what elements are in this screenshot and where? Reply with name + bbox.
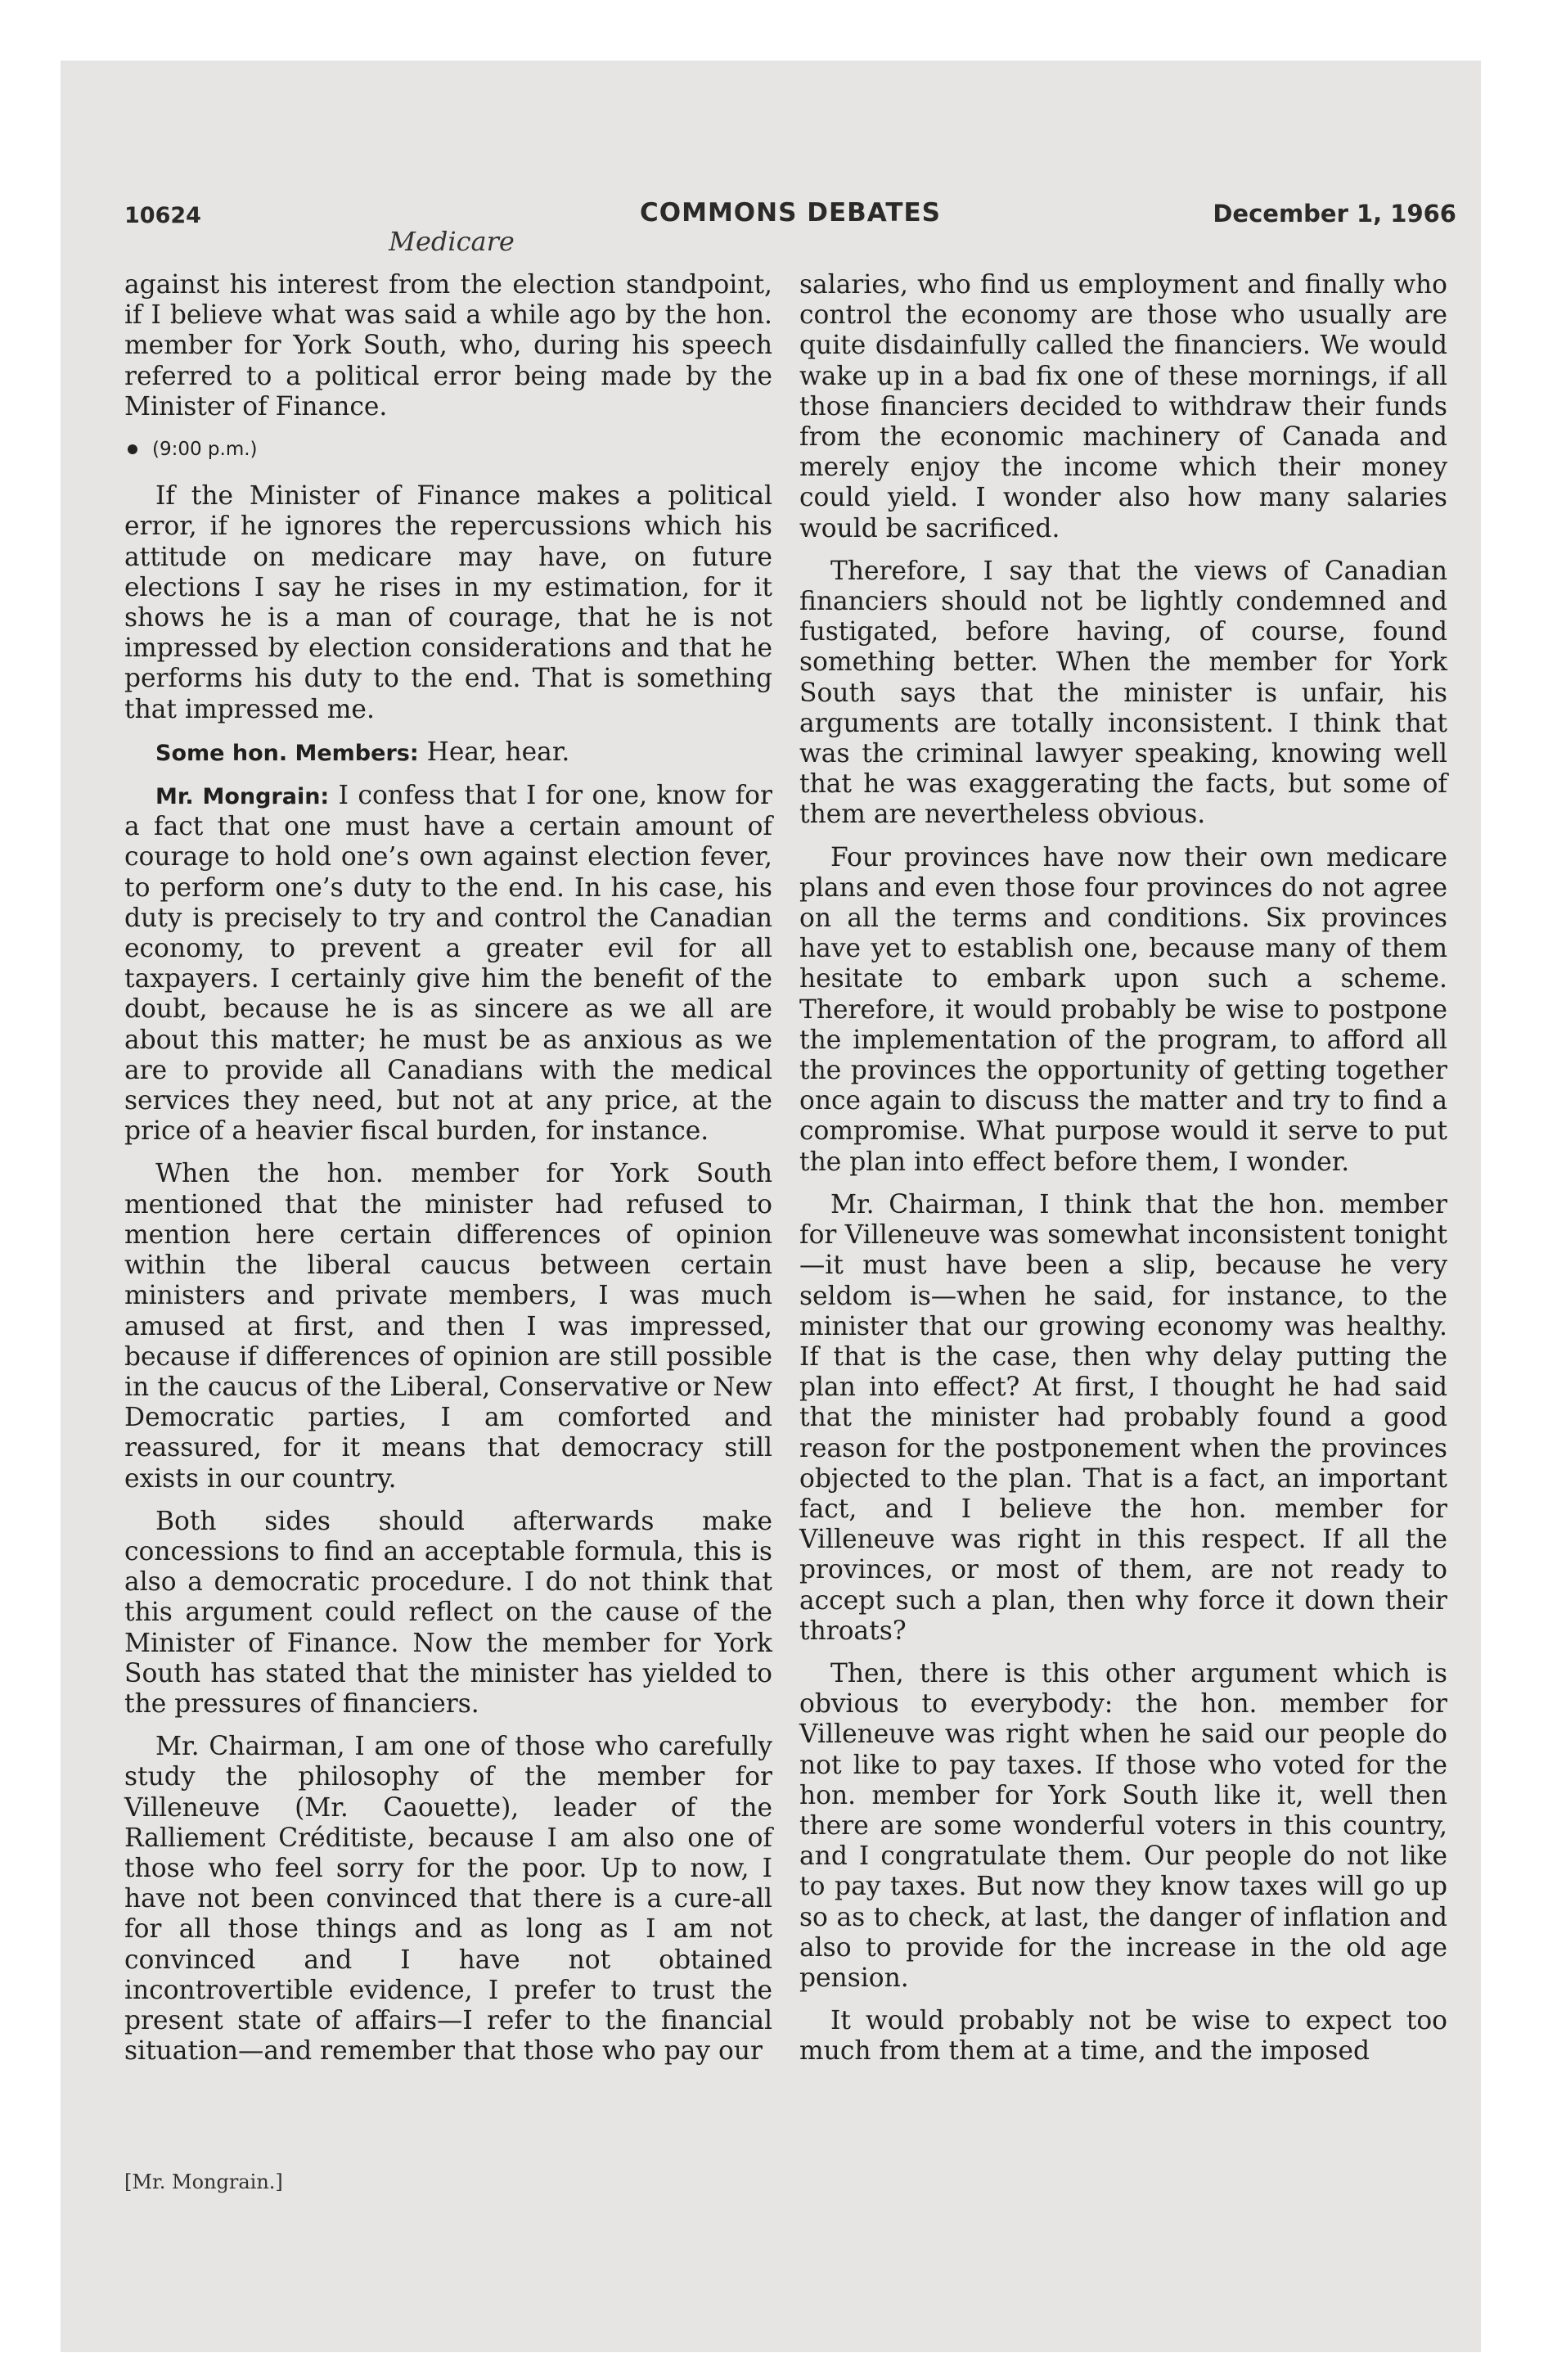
paragraph: Both sides should afterwards make concessions to find an acceptable formula, this is also a democratic procedure. I do not think that this argument could reflect on the cause of the Minister of Finance. Now the member for York South has stated that the minister has yielded to the pressures of financiers.	[124, 1506, 772, 1719]
paragraph	[124, 781, 772, 1147]
publication-title: COMMONS DEBATES	[640, 198, 941, 228]
paragraph: When the hon. member for York South mentioned that the minister had refused to mention here certain differences of opinion within the liberal caucus between certain ministers and private members, I was much amused at first, and then I was impressed, because if differences of opinion are still possible in the caucus of the Liberal, Conservative or New Democratic parties, I am comforted and reassured, for it means that democracy still exists in our country.	[124, 1159, 772, 1494]
paragraph: Therefore, I say that the views of Canadian financiers should not be lightly condemned and fustigated, before having, of course, found something better. When the member for York South says that the minister is unfair, his arguments are totally inconsistent. I think that was the criminal lawyer speaking, knowing well that he was exaggerating the facts, but some of them are nevertheless obvious.	[799, 556, 1447, 830]
paragraph: salaries, who find us employment and finally who control the economy are those who usually are quite disdainfully called the financiers. We would wake up in a bad fix one of these mornings, if all those financiers decided to withdraw their funds from the economic machinery of Canada and merely enjoy the income which their money could yield. I wonder also how many salaries would be sacrificed.	[799, 270, 1447, 543]
page-number: 10624	[124, 203, 201, 228]
paragraph: Mr. Chairman, I am one of those who carefully study the philosophy of the member for Villeneuve (Mr. Caouette), leader of the Ralliement Créditiste, because I am also one of those who feel sorry for the poor. Up to now, I have not been convinced that there is a cure-all for all those things and as long as I am not convinced and I have not obtained incontrovertible evidence, I prefer to trust the present state of affairs—I refer to the financial situation—and remember that those who pay our	[124, 1732, 772, 2067]
paragraph: against his interest from the election standpoint, if I believe what was said a while ago by the hon. member for York South, who, during his speech referred to a political error being made by the Minister of Finance.	[124, 270, 772, 421]
header-date: December 1, 1966	[1213, 200, 1456, 228]
paragraph: Then, there is this other argument which is obvious to everybody: the hon. member for Villeneuve was right when he said our people do not like to pay taxes. If those who voted for the hon. member for York South like it, well then there are some wonderful voters in this country, and I congratulate them. Our people do not like to pay taxes. But now they know taxes will go up so as to check, at last, the danger of inflation and also to provide for the increase in the old age pension.	[799, 1658, 1447, 1993]
left-column	[124, 270, 772, 2079]
paragraph: Mr. Chairman, I think that the hon. member for Villeneuve was somewhat inconsistent tonight—it must have been a slip, because he very seldom is—when he said, for instance, to the minister that our growing economy was healthy. If that is the case, then why delay putting the plan into effect? At first, I thought he had said that the minister had probably found a good reason for the postponement when the provinces objected to the plan. That is a fact, an important fact, and I believe the hon. member for Villeneuve was right in this respect. If all the provinces, or most of them, are not ready to accept such a plan, then why force it down their throats?	[799, 1189, 1447, 1646]
speech-text: Hear, hear.	[418, 737, 570, 767]
time-stamp	[124, 435, 772, 465]
speaker-name: Some hon. Members:	[155, 740, 419, 766]
paragraph: It would probably not be wise to expect too much from them at a time, and the imposed	[799, 2006, 1447, 2067]
paragraph: Four provinces have now their own medicare plans and even those four provinces do not agree on all the terms and conditions. Six provinces have yet to establish one, because many of them hesitate to embark upon such a scheme. Therefore, it would probably be wise to postpone the implementation of the program, to afford all the provinces the opportunity of getting together once again to discuss the matter and try to find a compromise. What purpose would it serve to put the plan into effect before them, I wonder.	[799, 842, 1447, 1177]
time-stamp-text: (9:00 p.m.)	[152, 439, 258, 461]
section-heading: Medicare	[389, 226, 515, 257]
speech-text: I confess that I for one, know for a fact that one must have a certain amount of courage to hold one’s own against election fever, to perform one’s duty to the end. In his case, his duty is precisely to try and control the Canadian economy, to prevent a greater evil for all taxpayers. I certainly give him the benefit of the doubt, because he is as sincere as we all are about this matter; he must be as anxious as we are to provide all Canadians with the medical services they need, but not at any price, at the price of a heavier fiscal burden, for instance.	[124, 781, 772, 1147]
paragraph	[124, 737, 772, 769]
bullet-icon	[128, 444, 137, 454]
right-column	[799, 270, 1447, 2080]
paragraph: If the Minister of Finance makes a political error, if he ignores the repercussions which his attitude on medicare may have, on future elections I say he rises in my estimation, for it shows he is a man of courage, that he is not impressed by election considerations and that he performs his duty to the end. That is something that impressed me.	[124, 481, 772, 724]
footer-speaker-note: [Mr. Mongrain.]	[124, 2170, 283, 2193]
speaker-name: Mr. Mongrain:	[155, 784, 330, 810]
